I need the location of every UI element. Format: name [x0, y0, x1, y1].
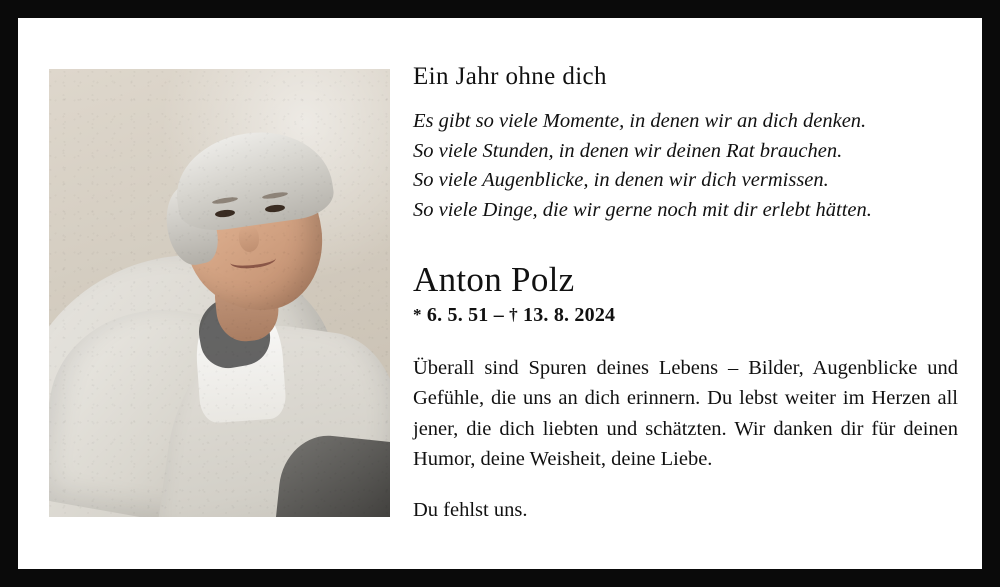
death-symbol: †	[509, 304, 518, 324]
verse-line-2: So viele Stunden, in denen wir deinen Rat brauchen.	[413, 139, 843, 162]
life-dates	[413, 304, 958, 327]
birth-symbol: *	[413, 304, 422, 324]
verse-line-4: So viele Dinge, die wir gerne noch mit dir erlebt hätten.	[413, 199, 872, 222]
headline: Ein Jahr ohne dich	[413, 63, 607, 90]
verse-line-3: So viele Augenblicke, in denen wir dich vermissen.	[413, 169, 829, 192]
photo-background	[49, 69, 390, 517]
memorial-body-text: Überall sind Spuren deines Lebens – Bilder, Augenblicke und Gefühle, die uns an dich erinnern. Du lebst weiter im Herzen all jener, die dich liebten und schätzten. Wir danken dir für deinen Humor, deine Weisheit, deine Liebe.	[413, 356, 958, 470]
text-column	[413, 63, 958, 526]
date-separator: –	[493, 303, 504, 326]
death-date: 13. 8. 2024	[523, 303, 616, 326]
verse-line-1: Es gibt so viele Momente, in denen wir an dich denken.	[413, 110, 867, 132]
deceased-name: Anton Polz	[413, 259, 575, 299]
closing-line: Du fehlst uns.	[413, 499, 528, 522]
birth-date: 6. 5. 51	[426, 303, 489, 326]
person-figure	[49, 69, 390, 517]
verse-block	[413, 107, 958, 226]
card-inner	[18, 18, 982, 569]
portrait-photo	[49, 69, 390, 517]
